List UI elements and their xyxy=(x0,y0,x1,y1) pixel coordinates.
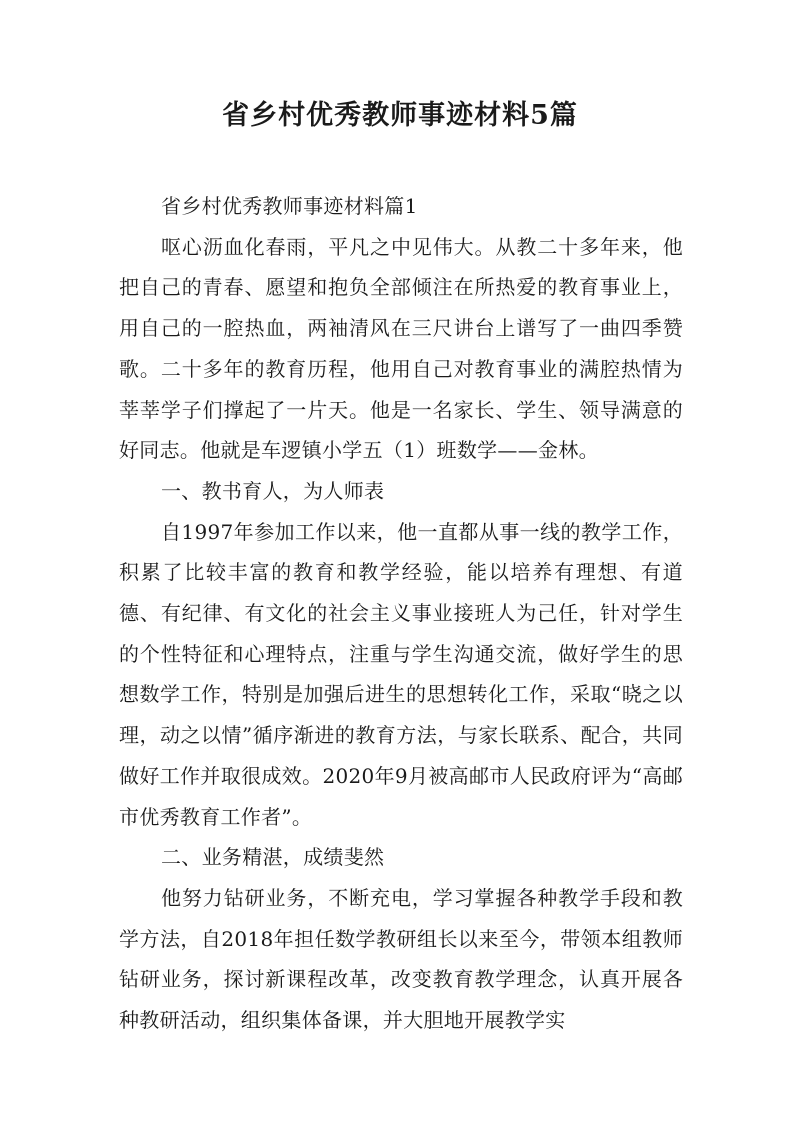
document-body xyxy=(119,186,683,1041)
paragraph-expertise: 他努力钻研业务，不断充电，学习掌握各种教学手段和教学方法，自2018年担任数学教研组长以来至今，带领本组教师钻研业务，探讨新课程改革，改变教育教学理念，认真开展各种教研活动，组织集体备课，并大胆地开展教学实 xyxy=(119,885,683,1033)
document-title: 省乡村优秀教师事迹材料5篇 xyxy=(222,100,578,131)
subheading-expertise: 二、业务精湛，成绩斐然 xyxy=(161,845,385,870)
paragraph-teaching: 自1997年参加工作以来，他一直都从事一线的教学工作，积累了比较丰富的教育和教学经验，能以培养有理想、有道德、有纪律、有文化的社会主义事业接班人为己任，针对学生的个性特征和心理特点，注重与学生沟通交流，做好学生的思想数学工作，特别是加强后进生的思想转化工作，采取“晓之以理，动之以情”循序渐进的教育方法，与家长联系、配合，共同做好工作并取很成效。2020年9月被高邮市人民政府评为“高邮市优秀教育工作者”。 xyxy=(119,519,683,829)
subheading-teaching: 一、教书育人，为人师表 xyxy=(161,478,385,503)
paragraph-intro: 呕心沥血化春雨，平凡之中见伟大。从教二十多年来，他把自己的青春、愿望和抱负全部倾注在所热爱的教育事业上，用自己的一腔热血，两袖清风在三尺讲台上谱写了一曲四季赞歌。二十多年的教育历程，他用自己对教育事业的满腔热情为莘莘学子们撑起了一片天。他是一名家长、学生、领导满意的好同志。他就是车逻镇小学五（1）班数学——金林。 xyxy=(119,234,683,463)
section-heading-1: 省乡村优秀教师事迹材料篇1 xyxy=(161,194,418,218)
